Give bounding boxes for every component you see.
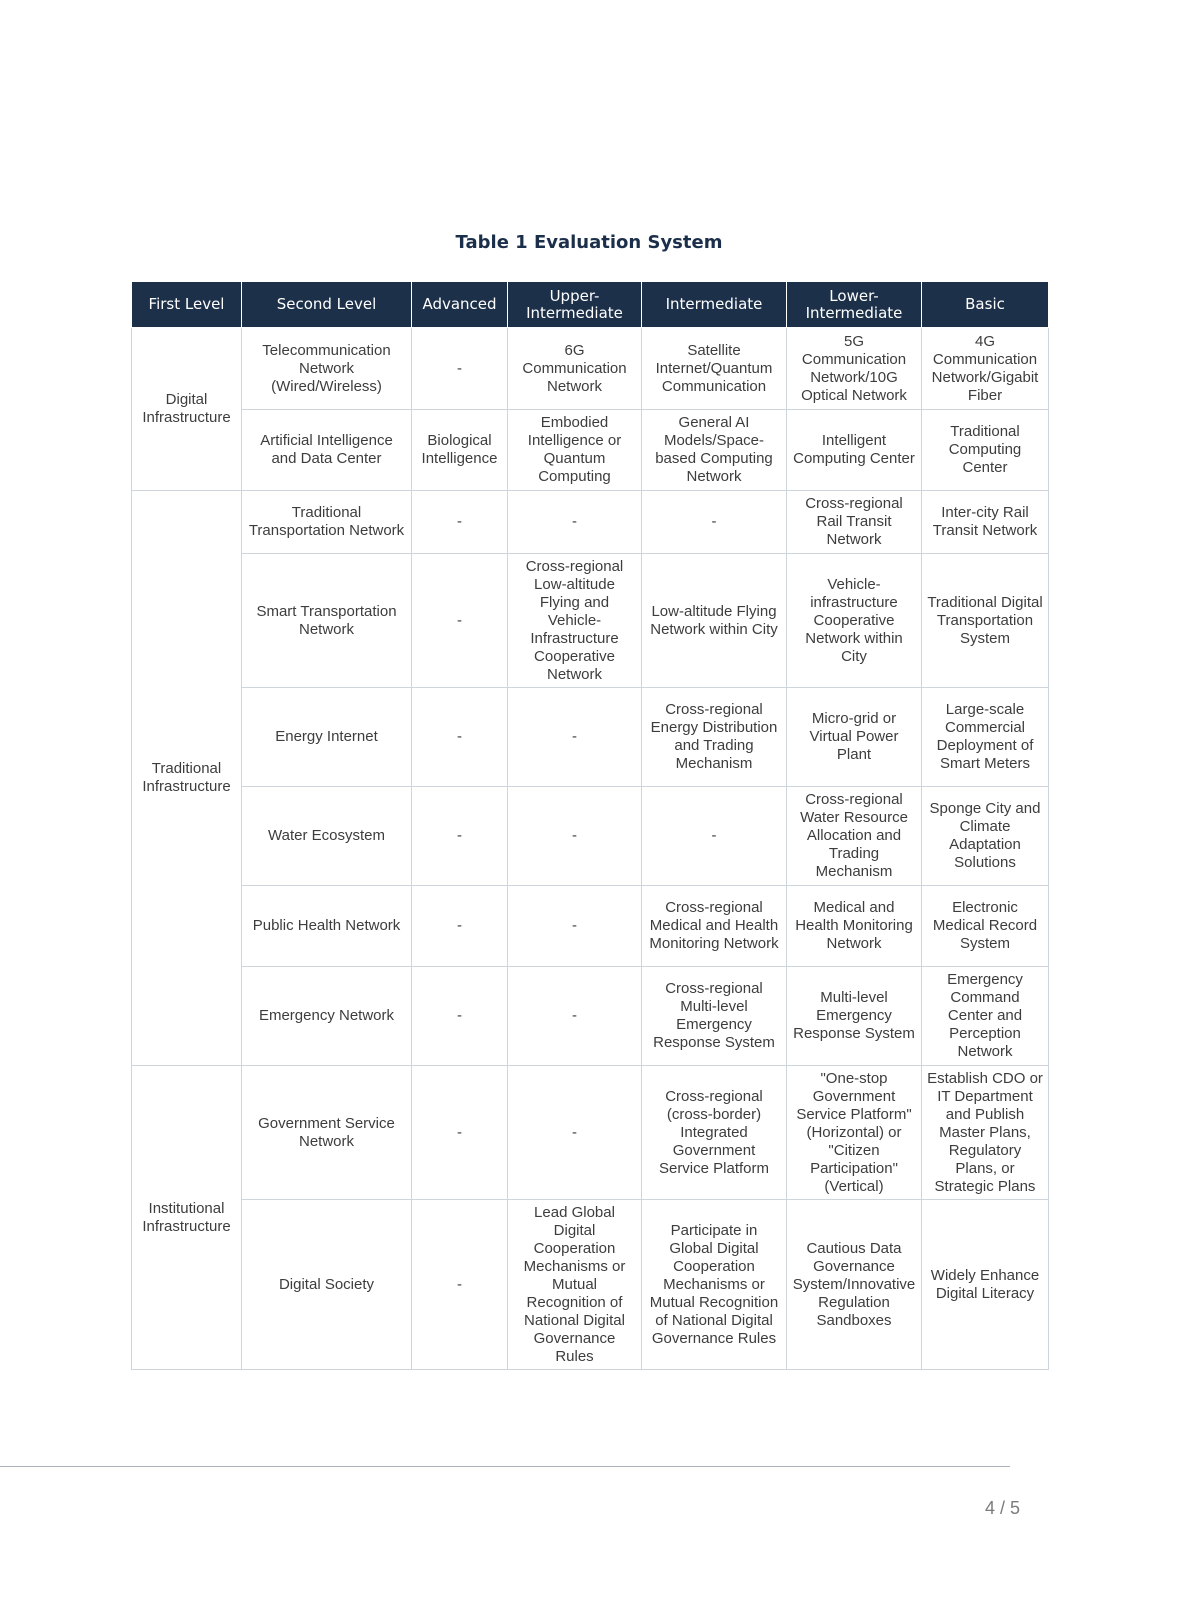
basic-cell: Electronic Medical Record System	[922, 886, 1049, 967]
lower-intermediate-cell: Intelligent Computing Center	[787, 410, 922, 491]
advanced-cell: -	[412, 688, 508, 787]
first-level-cell: Digital Infrastructure	[132, 328, 242, 491]
first-level-cell: Institutional Infrastructure	[132, 1066, 242, 1370]
first-level-cell: Traditional Infrastructure	[132, 491, 242, 1066]
intermediate-cell: -	[642, 787, 787, 886]
upper-intermediate-cell: -	[508, 787, 642, 886]
table-row	[132, 787, 1049, 886]
advanced-cell: -	[412, 1066, 508, 1200]
second-level-cell: Government Service Network	[242, 1066, 412, 1200]
basic-cell: Large-scale Commercial Deployment of Smart Meters	[922, 688, 1049, 787]
table-row	[132, 886, 1049, 967]
second-level-cell: Artificial Intelligence and Data Center	[242, 410, 412, 491]
basic-cell: Establish CDO or IT Department and Publish Master Plans, Regulatory Plans, or Strategic Plans	[922, 1066, 1049, 1200]
upper-intermediate-cell: 6G Communication Network	[508, 328, 642, 410]
table-row	[132, 328, 1049, 410]
table-row	[132, 491, 1049, 554]
second-level-cell: Energy Internet	[242, 688, 412, 787]
table-row	[132, 688, 1049, 787]
intermediate-cell: Cross-regional (cross-border) Integrated Government Service Platform	[642, 1066, 787, 1200]
intermediate-cell: -	[642, 491, 787, 554]
basic-cell: Sponge City and Climate Adaptation Solutions	[922, 787, 1049, 886]
upper-intermediate-cell: Embodied Intelligence or Quantum Computing	[508, 410, 642, 491]
lower-intermediate-cell: 5G Communication Network/10G Optical Network	[787, 328, 922, 410]
evaluation-table	[131, 281, 1049, 1370]
intermediate-cell: Low-altitude Flying Network within City	[642, 554, 787, 688]
upper-intermediate-cell: -	[508, 967, 642, 1066]
lower-intermediate-cell: Cross-regional Water Resource Allocation and Trading Mechanism	[787, 787, 922, 886]
advanced-cell: -	[412, 787, 508, 886]
upper-intermediate-cell: -	[508, 1066, 642, 1200]
header-lower-intermediate: Lower-Intermediate	[787, 282, 922, 328]
intermediate-cell: Cross-regional Multi-level Emergency Response System	[642, 967, 787, 1066]
upper-intermediate-cell: -	[508, 886, 642, 967]
header-intermediate: Intermediate	[642, 282, 787, 328]
header-advanced: Advanced	[412, 282, 508, 328]
upper-intermediate-cell: Lead Global Digital Cooperation Mechanisms or Mutual Recognition of National Digital Governance Rules	[508, 1200, 642, 1370]
advanced-cell: -	[412, 328, 508, 410]
page-number: 4 / 5	[984, 1498, 1020, 1518]
table-row	[132, 1200, 1049, 1370]
header-first-level: First Level	[132, 282, 242, 328]
advanced-cell: -	[412, 967, 508, 1066]
advanced-cell: -	[412, 491, 508, 554]
second-level-cell: Emergency Network	[242, 967, 412, 1066]
basic-cell: 4G Communication Network/Gigabit Fiber	[922, 328, 1049, 410]
lower-intermediate-cell: Cautious Data Governance System/Innovative Regulation Sandboxes	[787, 1200, 922, 1370]
basic-cell: Widely Enhance Digital Literacy	[922, 1200, 1049, 1370]
lower-intermediate-cell: Vehicle-infrastructure Cooperative Network within City	[787, 554, 922, 688]
basic-cell: Emergency Command Center and Perception Network	[922, 967, 1049, 1066]
upper-intermediate-cell: Cross-regional Low-altitude Flying and Vehicle-Infrastructure Cooperative Network	[508, 554, 642, 688]
basic-cell: Traditional Computing Center	[922, 410, 1049, 491]
intermediate-cell: Participate in Global Digital Cooperation Mechanisms or Mutual Recognition of National Digital Governance Rules	[642, 1200, 787, 1370]
lower-intermediate-cell: "One-stop Government Service Platform" (Horizontal) or "Citizen Participation" (Vertical)	[787, 1066, 922, 1200]
intermediate-cell: General AI Models/Space-based Computing Network	[642, 410, 787, 491]
table-header-row	[132, 282, 1049, 328]
basic-cell: Inter-city Rail Transit Network	[922, 491, 1049, 554]
footer-divider	[0, 1466, 1010, 1467]
advanced-cell: -	[412, 886, 508, 967]
intermediate-cell: Satellite Internet/Quantum Communication	[642, 328, 787, 410]
basic-cell: Traditional Digital Transportation System	[922, 554, 1049, 688]
table-row	[132, 1066, 1049, 1200]
advanced-cell: Biological Intelligence	[412, 410, 508, 491]
advanced-cell: -	[412, 1200, 508, 1370]
lower-intermediate-cell: Micro-grid or Virtual Power Plant	[787, 688, 922, 787]
upper-intermediate-cell: -	[508, 688, 642, 787]
table-title: Table 1 Evaluation System	[455, 232, 723, 253]
table-row	[132, 410, 1049, 491]
lower-intermediate-cell: Medical and Health Monitoring Network	[787, 886, 922, 967]
second-level-cell: Traditional Transportation Network	[242, 491, 412, 554]
table-row	[132, 554, 1049, 688]
intermediate-cell: Cross-regional Energy Distribution and Trading Mechanism	[642, 688, 787, 787]
header-upper-intermediate: Upper-Intermediate	[508, 282, 642, 328]
second-level-cell: Digital Society	[242, 1200, 412, 1370]
second-level-cell: Public Health Network	[242, 886, 412, 967]
header-basic: Basic	[922, 282, 1049, 328]
intermediate-cell: Cross-regional Medical and Health Monitoring Network	[642, 886, 787, 967]
second-level-cell: Water Ecosystem	[242, 787, 412, 886]
header-second-level: Second Level	[242, 282, 412, 328]
second-level-cell: Smart Transportation Network	[242, 554, 412, 688]
upper-intermediate-cell: -	[508, 491, 642, 554]
lower-intermediate-cell: Cross-regional Rail Transit Network	[787, 491, 922, 554]
lower-intermediate-cell: Multi-level Emergency Response System	[787, 967, 922, 1066]
advanced-cell: -	[412, 554, 508, 688]
table-row	[132, 967, 1049, 1066]
second-level-cell: Telecommunication Network (Wired/Wireless)	[242, 328, 412, 410]
